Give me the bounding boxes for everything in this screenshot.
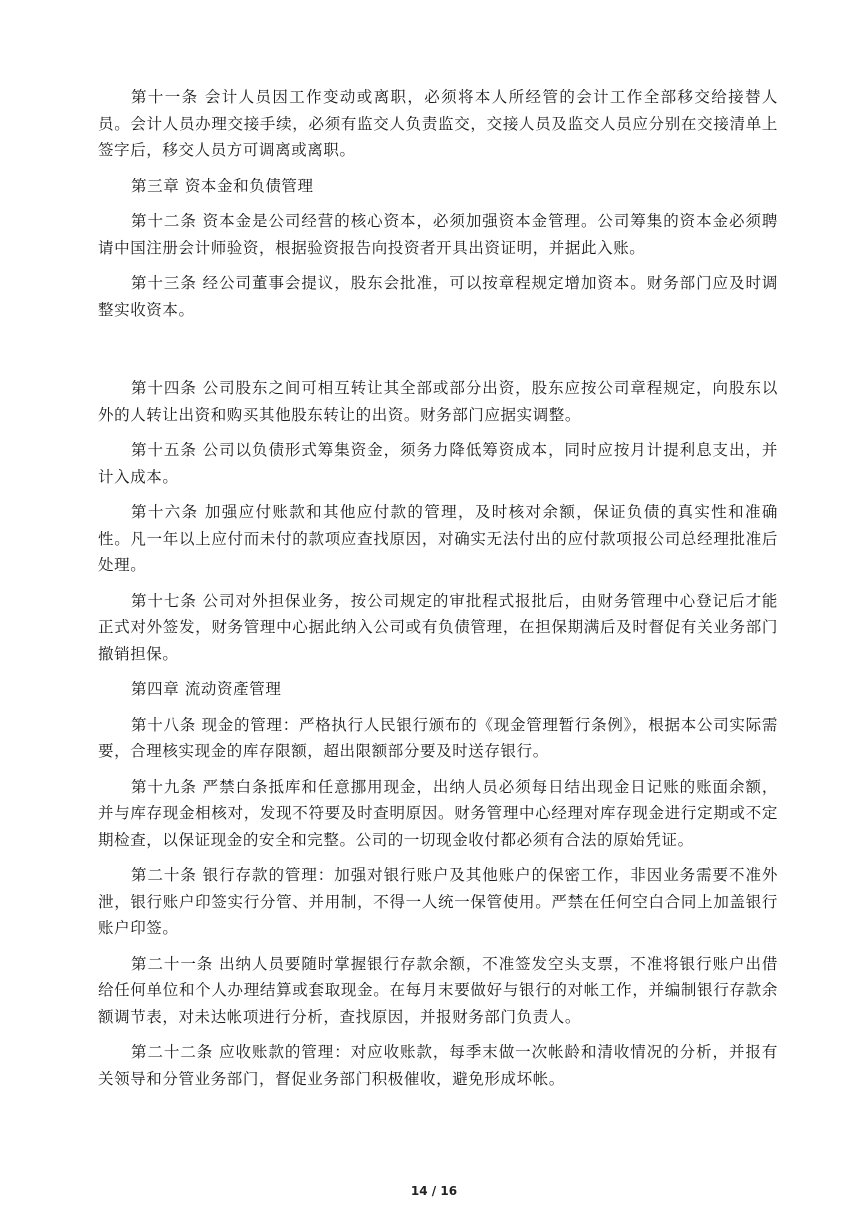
article-18: 第十八条 现金的管理：严格执行人民银行颁布的《现金管理暂行条例》，根据本公司实际需要，合理核实现金的库存限额，超出限额部分要及时送存银行。	[98, 715, 778, 760]
article-12: 第十二条 资本金是公司经营的核心资本，必须加强资本金管理。公司筹集的资本金必须聘请中国注册会计师验资，根据验资报告向投资者开具出资证明，并据此入账。	[98, 212, 778, 257]
article-15: 第十五条 公司以负债形式筹集资金，须务力降低筹资成本，同时应按月计提利息支出，并计入成本。	[98, 441, 778, 486]
article-13: 第十三条 经公司董事会提议，股东会批准，可以按章程规定增加资本。财务部门应及时调整实收资本。	[98, 274, 778, 319]
article-11: 第十一条 会计人员因工作变动或离职，必须将本人所经管的会计工作全部移交给接替人员。会计人员办理交接手续，必须有监交人负责监交，交接人员及监交人员应分别在交接清单上签字后，移交人员方可调离或离职。	[98, 88, 778, 159]
chapter-3-heading: 第三章 资本金和负债管理	[131, 176, 314, 195]
article-20: 第二十条 银行存款的管理：加强对银行账户及其他账户的保密工作，非因业务需要不准外泄，银行账户印签实行分管、并用制，不得一人统一保管使用。严禁在任何空白合同上加盖银行账户印签。	[98, 866, 778, 937]
article-16: 第十六条 加强应付账款和其他应付款的管理，及时核对余额，保证负债的真实性和准确性。凡一年以上应付而未付的款项应查找原因，对确实无法付出的应付款项报公司总经理批准后处理。	[98, 503, 778, 574]
article-21: 第二十一条 出纳人员要随时掌握银行存款余额，不准签发空头支票，不准将银行账户出借给任何单位和个人办理结算或套取现金。在每月末要做好与银行的对帐工作，并编制银行存款余额调节表，对未达帐项进行分析，查找原因，并报财务部门负责人。	[98, 954, 778, 1026]
article-14: 第十四条 公司股东之间可相互转让其全部或部分出资，股东应按公司章程规定，向股东以外的人转让出资和购买其他股东转让的出资。财务部门应据实调整。	[98, 379, 778, 424]
article-19: 第十九条 严禁白条抵库和任意挪用现金，出纳人员必须每日结出现金日记账的账面余额，并与库存现金相核对，发现不符要及时查明原因。财务管理中心经理对库存现金进行定期或不定期检查，以保证现金的安全和完整。公司的一切现金收付都必须有合法的原始凭证。	[98, 777, 778, 849]
article-22: 第二十二条 应收账款的管理：对应收账款，每季末做一次帐龄和清收情况的分析，并报有关领导和分管业务部门，督促业务部门积极催收，避免形成坏帐。	[98, 1043, 778, 1088]
document-body	[98, 84, 778, 1092]
chapter-4-heading: 第四章 流动资產管理	[131, 680, 282, 698]
article-17: 第十七条 公司对外担保业务，按公司规定的审批程式报批后，由财务管理中心登记后才能正式对外签发，财务管理中心据此纳入公司或有负债管理，在担保期满后及时督促有关业务部门撤销担保。	[98, 591, 778, 663]
page-number: 14 / 16	[410, 1184, 458, 1198]
